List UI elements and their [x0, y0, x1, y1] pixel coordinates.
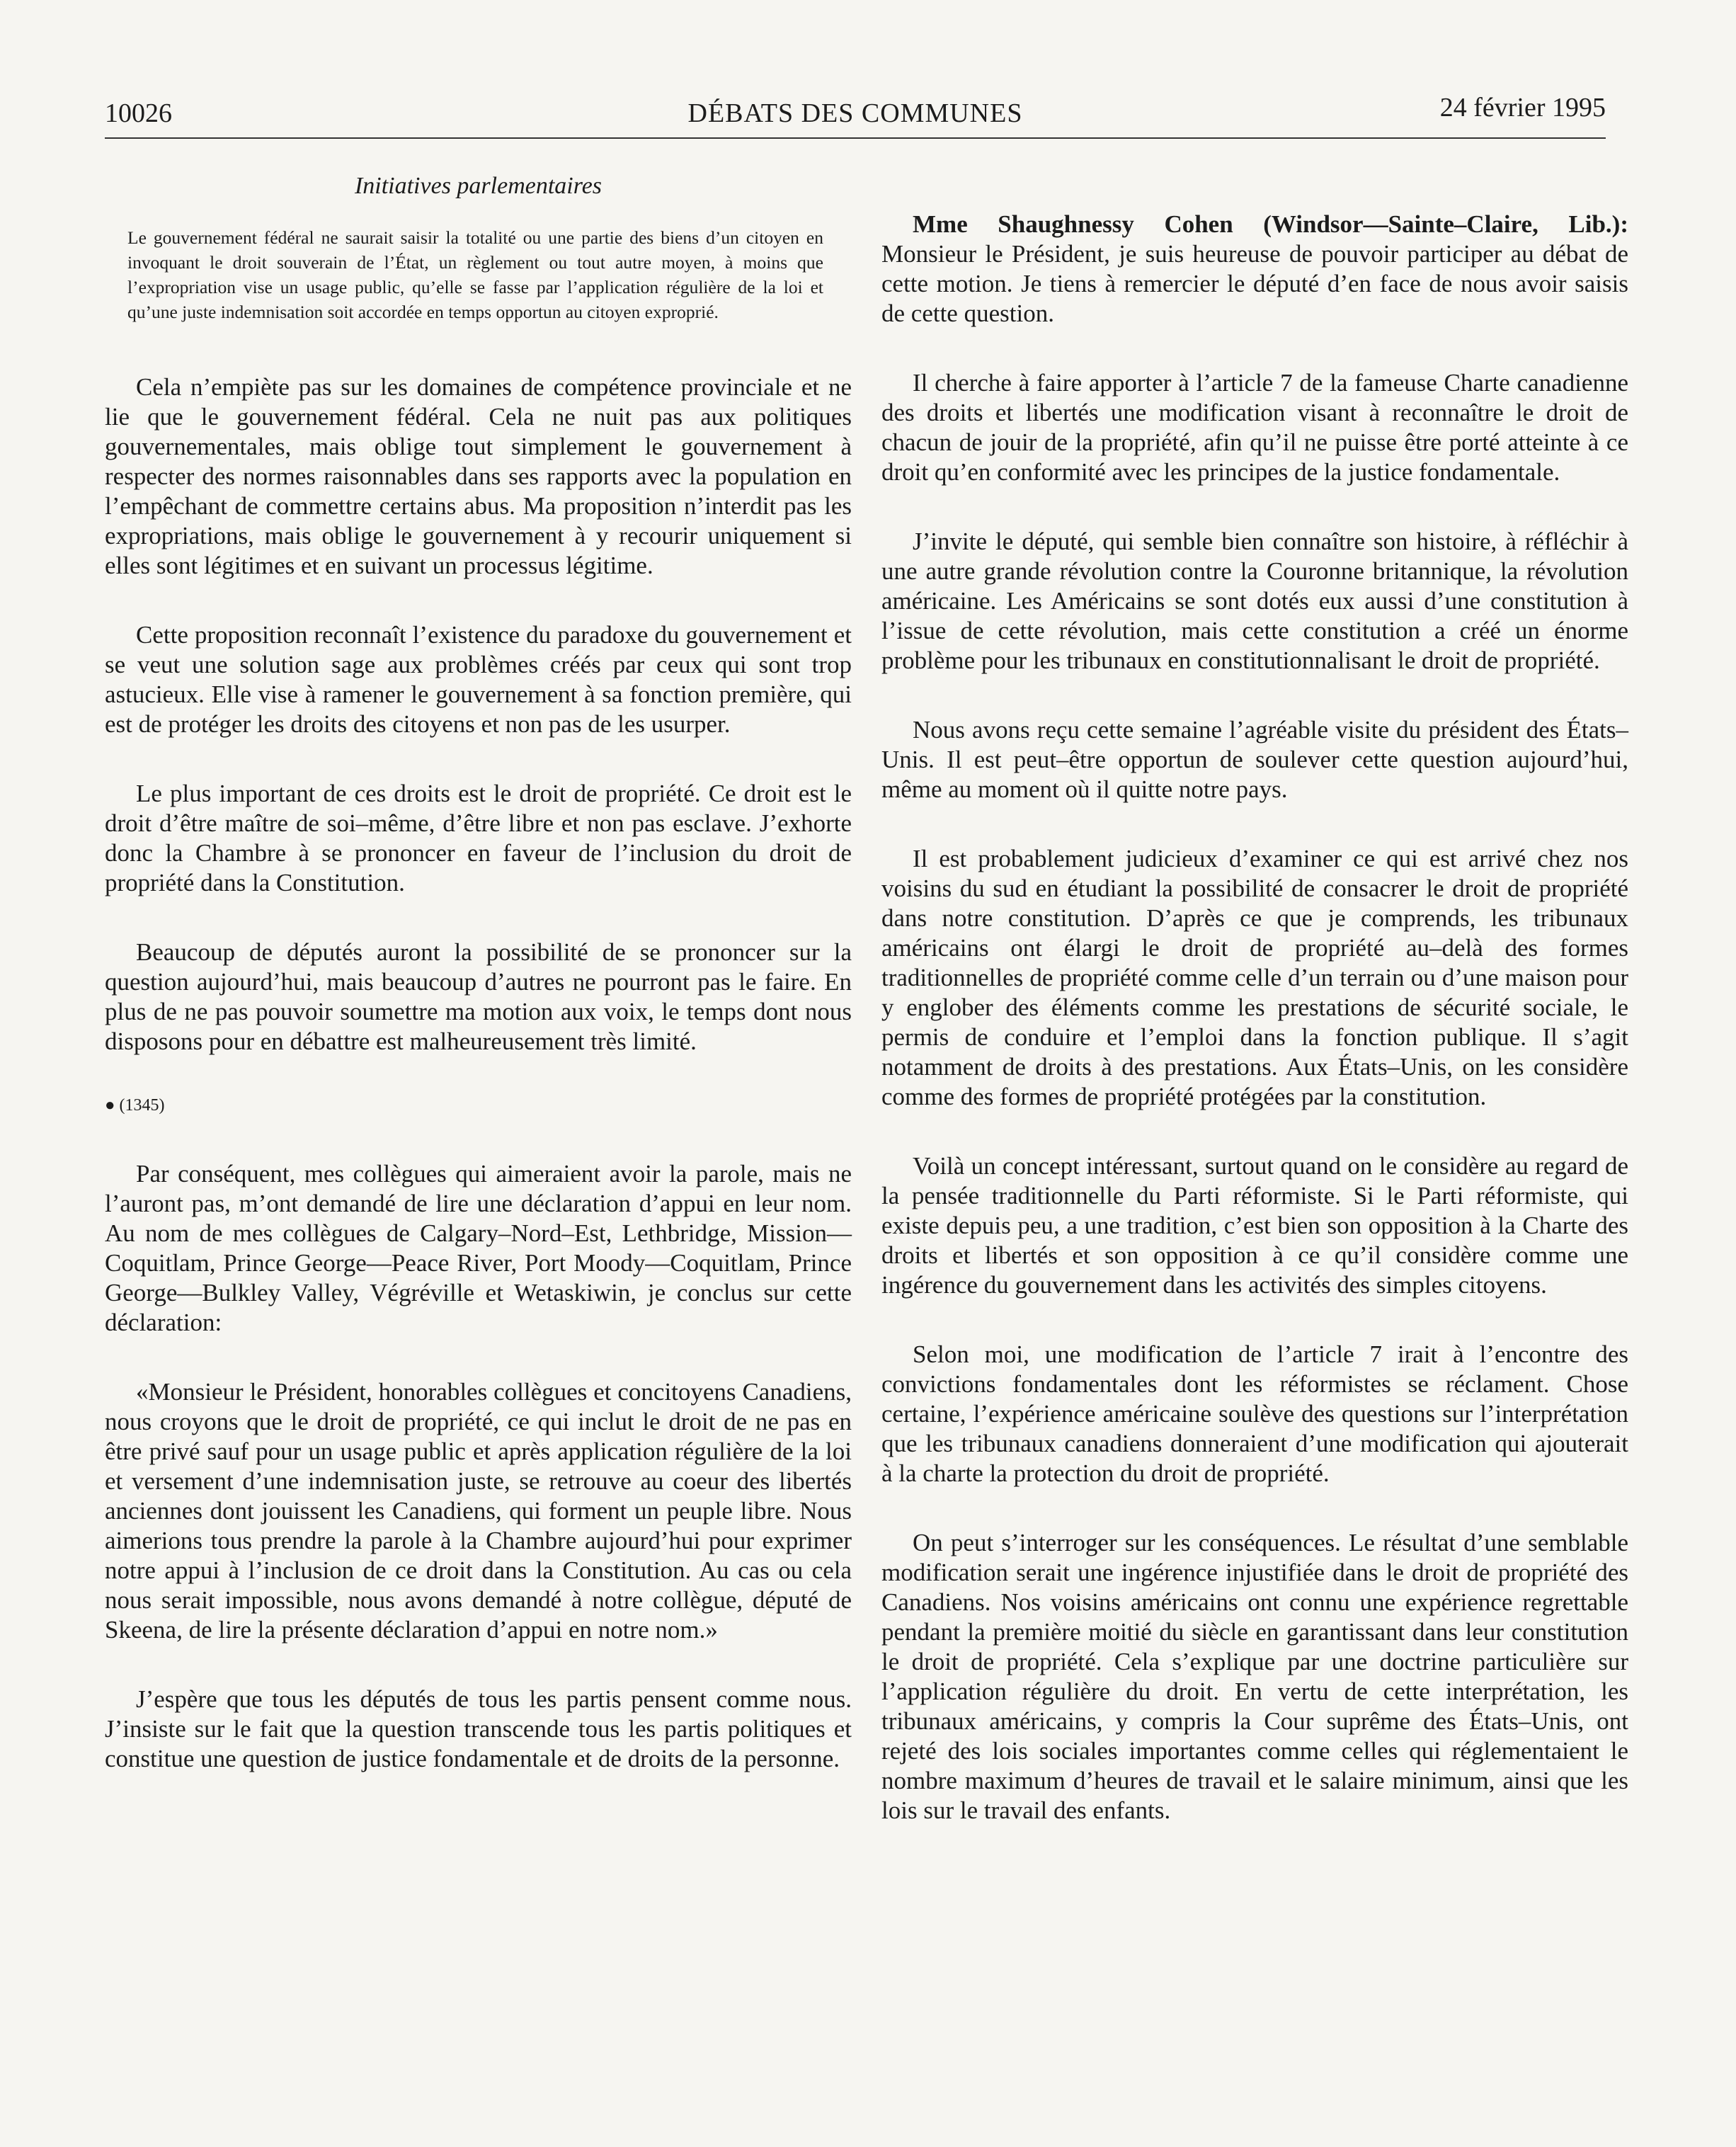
- paragraph: Il est probablement judicieux d’examiner ce qui est arrivé chez nos voisins du sud en étudiant la possibilité de consacrer le droit de propriété dans notre constitution. D’après ce que je comprends, les tribunaux américains ont élargi le droit de propriété au–delà des formes traditionnelles de propriété comme celle d’un terrain ou d’une maison pour y englober des éléments comme les prestations de sécurité sociale, le permis de conduire et l’emploi dans la fonction publique. Il s’agit notamment de droits à des prestations. Aux États–Unis, on les considère comme des formes de propriété protégées par la constitution.: [881, 845, 1628, 1110]
- paragraph: Il cherche à faire apporter à l’article 7 de la fameuse Charte canadienne des droits et libertés une modification visant à reconnaître le droit de chacun de jouir de la propriété, afin qu’il ne puisse être porté atteinte à ce droit qu’en conformité avec les principes de la justice fondamentale.: [881, 369, 1628, 486]
- paragraph: Nous avons reçu cette semaine l’agréable visite du président des États–Unis. Il est peut–être opportun de soulever cette question aujourd’hui, même au moment où il quitte notre pays.: [881, 716, 1628, 803]
- paragraph: Le plus important de ces droits est le droit de propriété. Ce droit est le droit d’être maître de soi–même, d’être libre et non pas esclave. J’exhorte donc la Chambre à se prononcer en faveur de l’inclusion du droit de propriété dans la Constitution.: [105, 780, 852, 896]
- header-rule: [105, 137, 1606, 139]
- quoted-declaration: «Monsieur le Président, honorables collègues et concitoyens Canadiens, nous croyons que le droit de propriété, ce qui inclut le droit de ne pas en être privé sauf pour un usage public et après application régulière de la loi et versement d’une indemnisation juste, se retrouve au coeur des libertés anciennes dont jouissent les Canadiens, qui forment un peuple libre. Nous aimerions tous prendre la parole à la Chambre aujourd’hui pour exprimer notre appui à l’inclusion de ce droit dans la Constitution. Au cas ou cela nous serait impossible, nous avons demandé à notre collègue, député de Skeena, de lire la présente déclaration d’appui en notre nom.»: [105, 1378, 852, 1644]
- paragraph: J’invite le député, qui semble bien connaître son histoire, à réfléchir à une autre grande révolution contre la Couronne britannique, la révolution américaine. Les Américains se sont dotés eux aussi d’une constitution à l’issue de cette révolution, mais cette constitution a créé un énorme problème pour les tribunaux en constitutionnalisant le droit de propriété.: [881, 528, 1628, 674]
- speaker-paragraph: [881, 210, 1628, 329]
- paragraph: Selon moi, une modification de l’article 7 irait à l’encontre des convictions fondamentales dont les réformistes se réclament. Chose certaine, l’expérience américaine soulève des questions sur l’interprétation que les tribunaux canadiens donneraient d’une modification qui ajouterait à la charte la protection du droit de propriété.: [881, 1340, 1628, 1487]
- speaker-name: Mme Shaughnessy Cohen (Windsor—Sainte–Claire, Lib.):: [913, 210, 1628, 238]
- paragraph: Voilà un concept intéressant, surtout quand on le considère au regard de la pensée traditionnelle du Parti réformiste. Si le Parti réformiste, qui existe depuis peu, a une tradition, c’est bien son opposition à la Charte des droits et libertés et son opposition à ce qu’il considère comme une ingérence du gouvernement dans les activités des simples citoyens.: [881, 1152, 1628, 1299]
- paragraph: Par conséquent, mes collègues qui aimeraient avoir la parole, mais ne l’auront pas, m’ont demandé de lire une déclaration d’appui en leur nom. Au nom de mes collègues de Calgary–Nord–Est, Lethbridge, Mission—Coquitlam, Prince George—Peace River, Port Moody—Coquitlam, Prince George—Bulkley Valley, Végréville et Wetaskiwin, je conclus sur cette déclaration:: [105, 1160, 852, 1336]
- page-number: 10026: [105, 98, 172, 128]
- column-spacer: [881, 170, 1628, 210]
- journal-title: DÉBATS DES COMMUNES: [687, 98, 1023, 128]
- speaker-text: Monsieur le Président, je suis heureuse de pouvoir participer au débat de cette motion. Je tiens à remercier le député d’en face de nous avoir saisis de cette question.: [881, 240, 1628, 327]
- paragraph: On peut s’interroger sur les conséquences. Le résultat d’une semblable modification serait une ingérence injustifiée dans le droit de propriété des Canadiens. Nos voisins américains ont connu une expérience regrettable pendant la première moitié du siècle en garantissant dans leur constitution le droit de propriété. Cela s’explique par une doctrine particulière sur l’application régulière du droit. En vertu de cette interprétation, les tribunaux américains, y compris la Cour suprême des États–Unis, ont rejeté des lois sociales importantes comme celles qui réglementaient le nombre maximum d’heures de travail et le salaire minimum, ainsi que les lois sur le travail des enfants.: [881, 1529, 1628, 1824]
- time-marker: ● (1345): [105, 1096, 165, 1115]
- paragraph: J’espère que tous les députés de tous les partis pensent comme nous. J’insiste sur le fait que la question transcende tous les partis politiques et constitue une question de justice fondamentale et de droits de la personne.: [105, 1685, 852, 1772]
- left-column: [105, 170, 852, 1813]
- paragraph: Cela n’empiète pas sur les domaines de compétence provinciale et ne lie que le gouvernement fédéral. Cela ne nuit pas aux politiques gouvernementales, mais oblige tout simplement le gouvernement à respecter des normes raisonnables dans ses rapports avec la population en l’empêchant de commettre certains abus. Ma proposition n’interdit pas les expropriations, mais oblige le gouvernement à y recourir uniquement si elles sont légitimes et en suivant un processus légitime.: [105, 373, 852, 579]
- paragraph: Beaucoup de députés auront la possibilité de se prononcer sur la question aujourd’hui, mais beaucoup d’autres ne pourront pas le faire. En plus de ne pas pouvoir soumettre ma motion aux voix, le temps dont nous disposons pour en débattre est malheureusement très limité.: [105, 938, 852, 1055]
- issue-date: 24 février 1995: [1439, 93, 1606, 123]
- page-header: [105, 93, 1606, 140]
- paragraph: Cette proposition reconnaît l’existence du paradoxe du gouvernement et se veut une solution sage aux problèmes créés par ceux qui sont trop astucieux. Elle vise à ramener le gouvernement à sa fonction première, qui est de protéger les droits des citoyens et non pas de les usurper.: [105, 621, 852, 738]
- motion-text: Le gouvernement fédéral ne saurait saisir la totalité ou une partie des biens d’un citoyen en invoquant le droit souverain de l’État, un règlement ou tout autre moyen, à moins que l’expropriation vise un usage public, qu’elle se fasse par l’application régulière de la loi et qu’une juste indemnisation soit accordée en temps opportun au citoyen exproprié.: [127, 227, 823, 322]
- section-title: Initiatives parlementaires: [354, 173, 603, 199]
- right-column: [881, 170, 1628, 1865]
